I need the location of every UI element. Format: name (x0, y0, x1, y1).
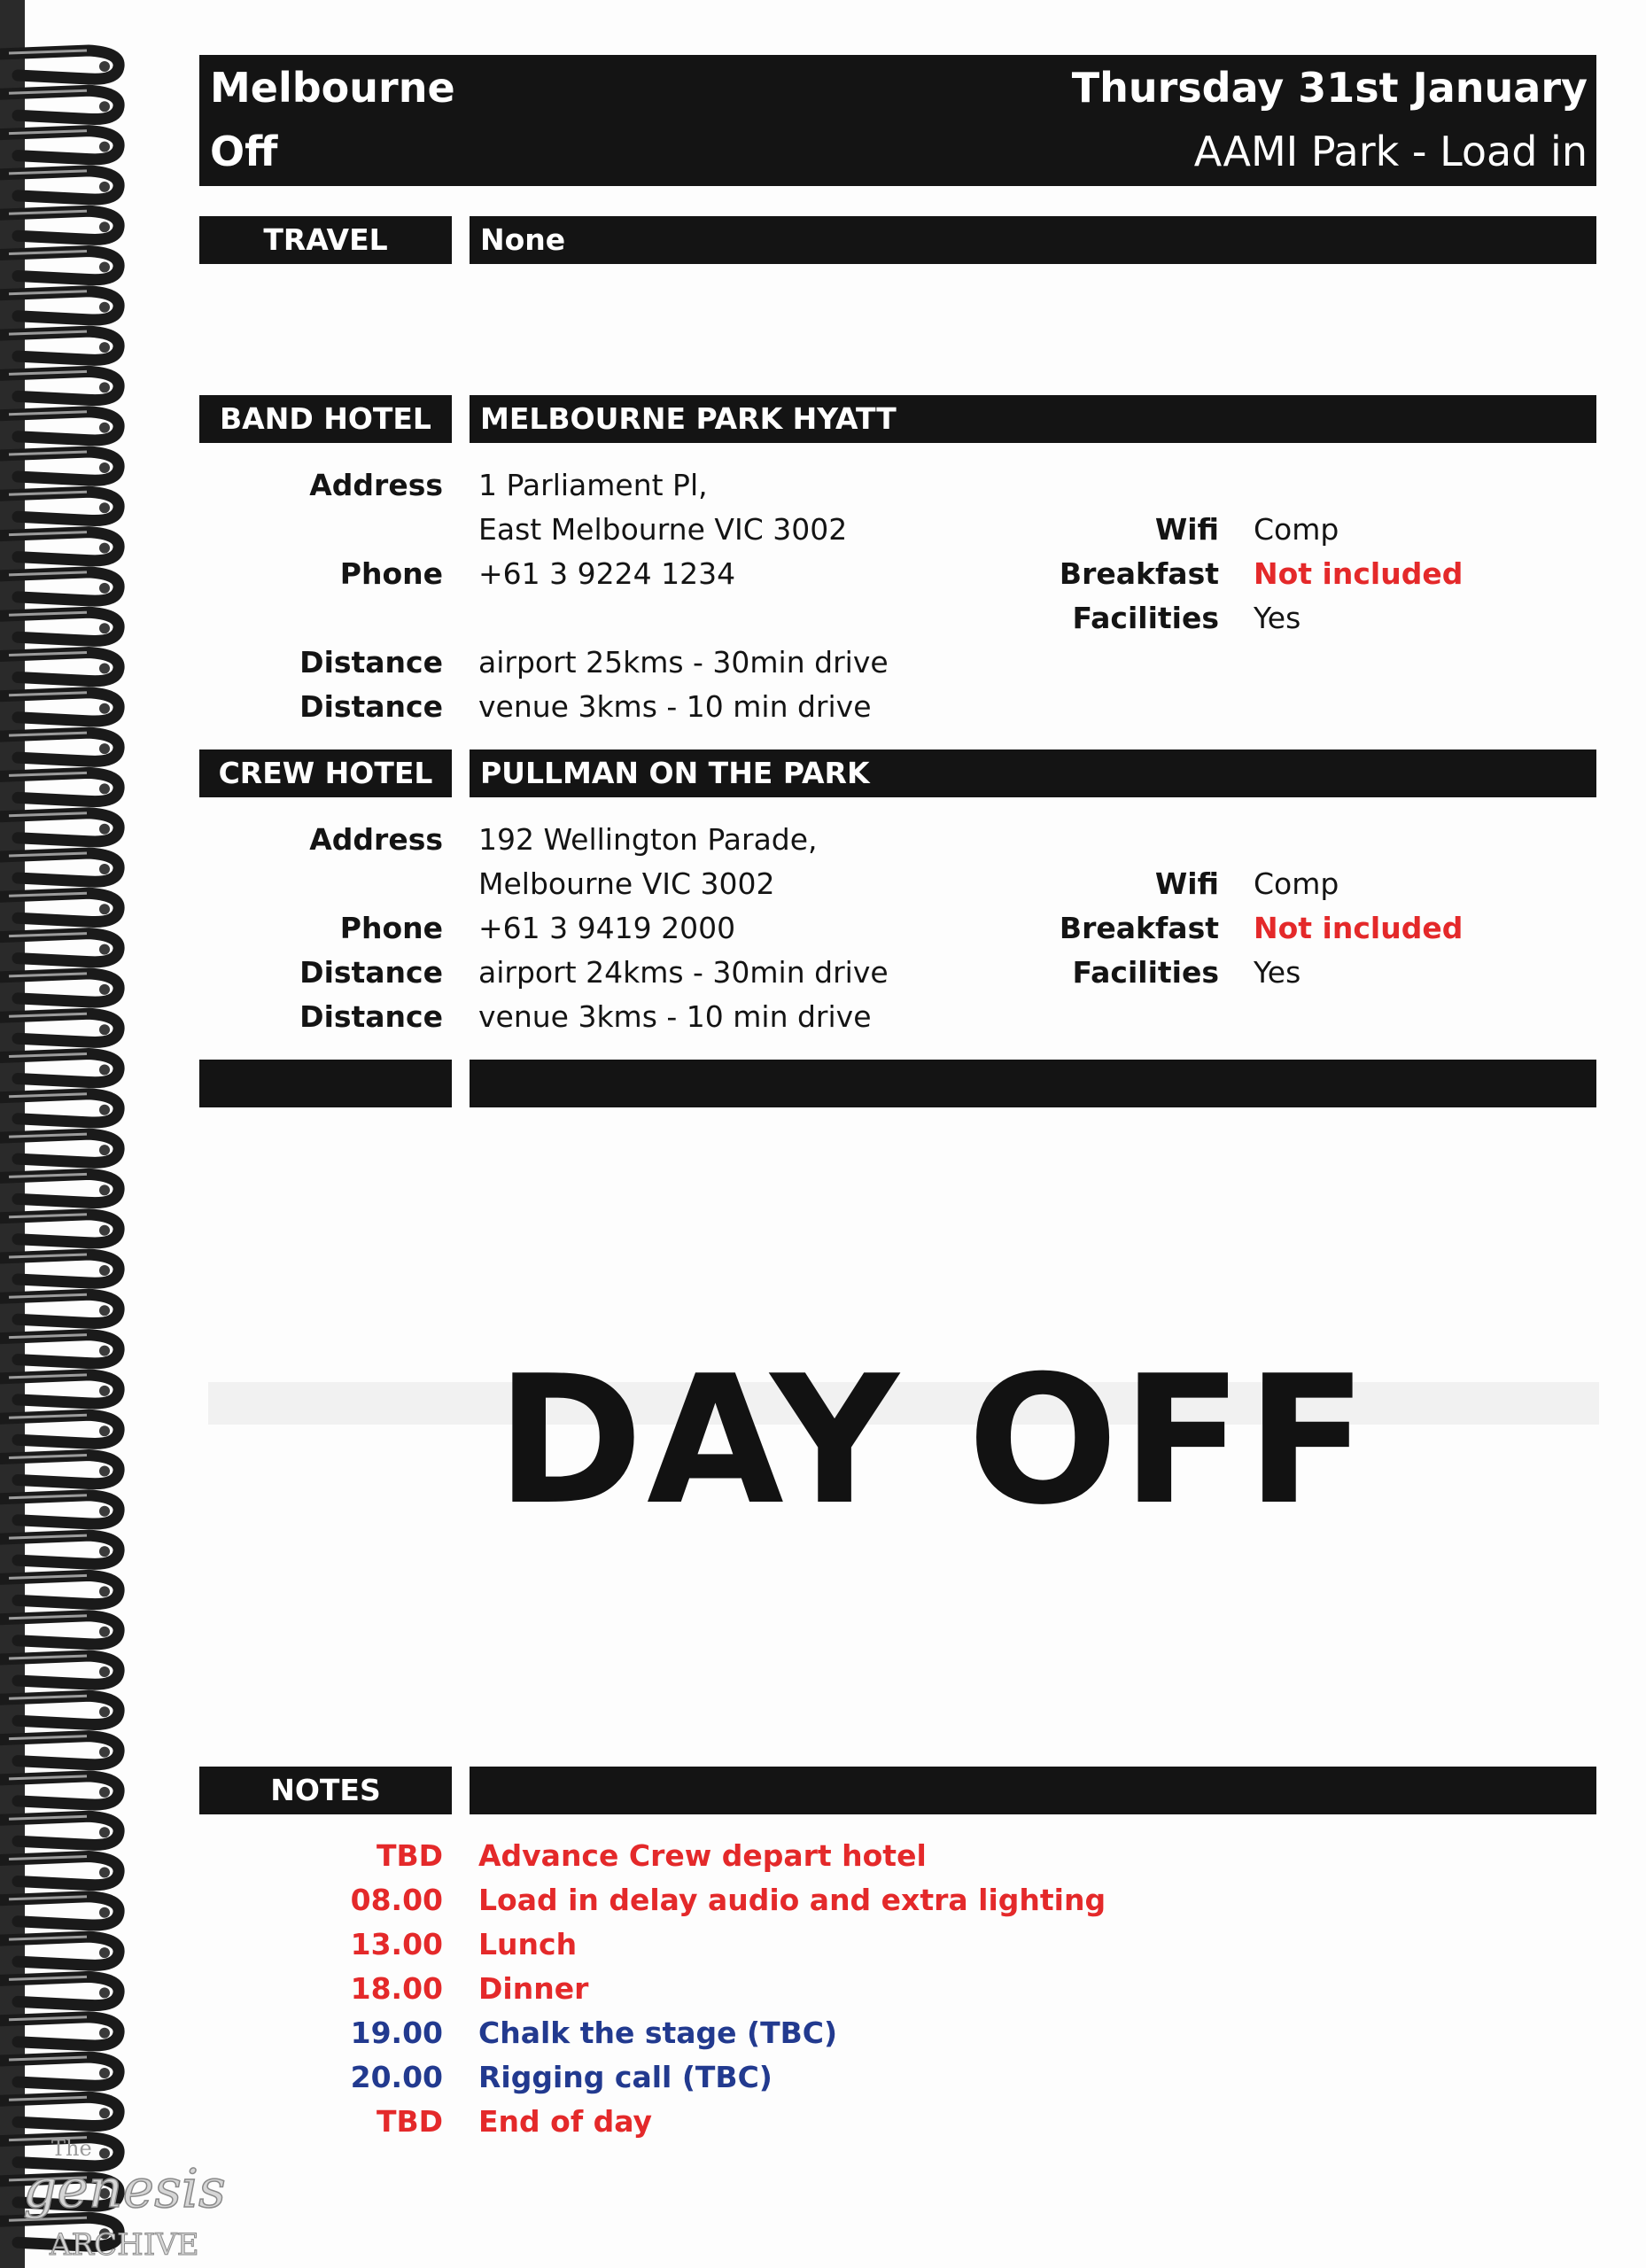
genesis-archive-watermark (16, 2131, 237, 2264)
crew-wifi: Comp (1254, 866, 1339, 901)
band-hotel-label: BAND HOTEL (199, 395, 452, 443)
day-off-stamp: DAY OFF (496, 1338, 1371, 1544)
crew-facilities: Yes (1254, 955, 1301, 990)
band-hotel-name: MELBOURNE PARK HYATT (470, 395, 1596, 443)
band-wifi-label: Wifi (1154, 512, 1219, 547)
notes-label: NOTES (199, 1767, 452, 1814)
title-header (199, 55, 1596, 186)
band-wifi: Comp (1254, 512, 1339, 547)
band-address-line2: East Melbourne VIC 3002 (478, 512, 848, 547)
band-facilities: Yes (1254, 601, 1301, 635)
band-phone: +61 3 9224 1234 (478, 556, 736, 591)
note-text: Load in delay audio and extra lighting (478, 1883, 1106, 1917)
note-text: Lunch (478, 1927, 578, 1961)
crew-address-line1: 192 Wellington Parade, (478, 822, 818, 857)
crew-breakfast-label: Breakfast (1059, 911, 1219, 945)
watermark-line1: The (51, 2136, 92, 2161)
band-distance-venue-label: Distance (299, 689, 443, 724)
crew-phone: +61 3 9419 2000 (478, 911, 736, 945)
crew-facilities-label: Facilities (1072, 955, 1219, 990)
note-time: TBD (376, 1838, 443, 1873)
header-date: Thursday 31st January (1071, 64, 1588, 112)
header-venue: AAMI Park - Load in (1193, 128, 1588, 175)
crew-address-label: Address (309, 822, 443, 857)
watermark-line3: ARCHIVE (50, 2227, 199, 2263)
band-distance-venue: venue 3kms - 10 min drive (478, 689, 872, 724)
note-time: 19.00 (350, 2016, 443, 2050)
note-time: 08.00 (350, 1883, 443, 1917)
crew-hotel-name: PULLMAN ON THE PARK (470, 750, 1596, 797)
note-time: 13.00 (350, 1927, 443, 1961)
notes-bar (470, 1767, 1596, 1814)
note-text: End of day (478, 2104, 653, 2139)
header-city: Melbourne (210, 64, 455, 112)
band-distance-airport: airport 25kms - 30min drive (478, 645, 889, 680)
crew-distance-venue: venue 3kms - 10 min drive (478, 999, 872, 1034)
band-address-line1: 1 Parliament Pl, (478, 468, 708, 502)
note-time: 20.00 (350, 2060, 443, 2094)
crew-address-line2: Melbourne VIC 3002 (478, 866, 775, 901)
blank-label-bar (199, 1060, 452, 1107)
crew-phone-label: Phone (339, 911, 443, 945)
crew-breakfast: Not included (1254, 911, 1464, 945)
crew-distance-airport-label: Distance (299, 955, 443, 990)
band-distance-airport-label: Distance (299, 645, 443, 680)
blank-value-bar (470, 1060, 1596, 1107)
crew-distance-airport: airport 24kms - 30min drive (478, 955, 889, 990)
note-text: Chalk the stage (TBC) (478, 2016, 838, 2050)
band-phone-label: Phone (339, 556, 443, 591)
band-facilities-label: Facilities (1072, 601, 1219, 635)
note-text: Dinner (478, 1971, 589, 2006)
travel-label: TRAVEL (199, 216, 452, 264)
watermark-line2: genesis (23, 2158, 226, 2220)
travel-value: None (470, 216, 1596, 264)
crew-hotel-label: CREW HOTEL (199, 750, 452, 797)
crew-distance-venue-label: Distance (299, 999, 443, 1034)
note-text: Rigging call (TBC) (478, 2060, 773, 2094)
band-breakfast-label: Breakfast (1059, 556, 1219, 591)
note-text: Advance Crew depart hotel (478, 1838, 927, 1873)
crew-wifi-label: Wifi (1154, 866, 1219, 901)
note-time: 18.00 (350, 1971, 443, 2006)
note-time: TBD (376, 2104, 443, 2139)
spiral-binding (0, 0, 133, 2268)
band-address-label: Address (309, 468, 443, 502)
header-status: Off (210, 128, 278, 175)
band-breakfast: Not included (1254, 556, 1464, 591)
